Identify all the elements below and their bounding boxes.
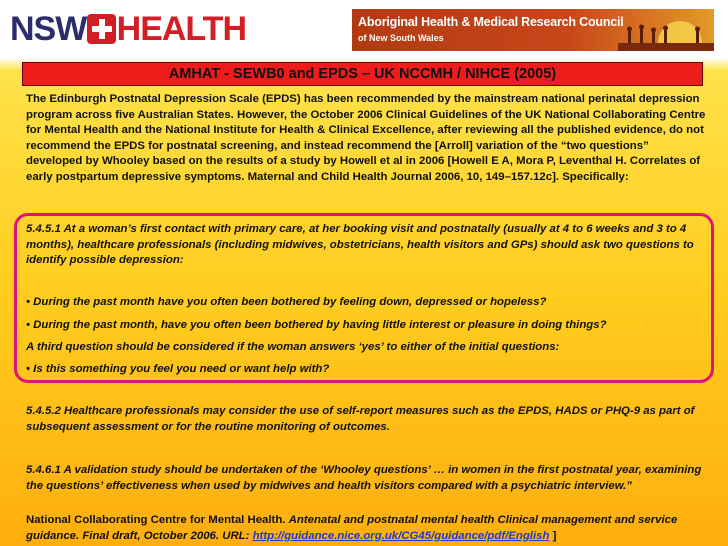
guidance-url-link[interactable]: http://guidance.nice.org.uk/CG45/guidance/pdf/English [252,529,550,542]
ahmrc-logo-title: Aboriginal Health & Medical Research Council [358,15,624,29]
health-logo-text: HEALTH [116,9,246,48]
third-question-intro: A third question should be considered if the woman answers ‘yes’ to either of the initial questions: [26,341,560,353]
recommendation-5451: 5.4.5.1 At a woman’s first contact with primary care, at her booking visit and postnatally (usually at 4 to 6 weeks and 3 to 4 months), healthcare professionals (including midwives, obstetricians, health visitors and GPs) should ask two questions to identify possible depression: [26,223,694,267]
citation-title: Antenatal and postnatal mental health Clinical management and service guidance. Final draft, October 2006. URL: [26,514,678,542]
nsw-health-logo [10,8,246,50]
nsw-logo-text: NSW [10,9,87,48]
question-bullet-3: • Is this something you feel you need or want help with? [26,363,330,375]
citation-close: ] [549,529,557,542]
research-5461: 5.4.6.1 A validation study should be undertaken of the ‘Whooley questions’ … in women in the first postnatal year, examining the questions’ effectiveness when used by midwives and health visitors compared with a psychiatric interview.” [26,464,702,492]
question-bullet-1: • During the past month have you often been bothered by feeling down, depressed or hopeless? [26,296,547,308]
recommendation-5452: 5.4.5.2 Healthcare professionals may consider the use of self-report measures such as the EPDS, HADS or PHQ-9 as part of subsequent assessment or for the routine monitoring of outcomes. [26,405,695,433]
sunset-figures-icon [618,9,714,51]
question-bullet-2: • During the past month, have you often been bothered by having little interest or pleasure in doing things? [26,319,607,331]
ahmrc-logo [352,9,714,51]
slide-title: AMHAT - SEWB0 and EPDS – UK NCCMH / NIHCE (2005) [22,62,703,86]
intro-paragraph: The Edinburgh Postnatal Depression Scale (EPDS) has been recommended by the mainstream national perinatal depression program across five Australian States. However, the October 2006 Clinical Guidelines of the UK National Collaborating Centre for Mental Health and the National Institute for Health & Clinical Excellence, after reviewing all the published evidence, do not recommend the EPDS for postnatal screening, and instead recommend the [Arroll] variation of the “two questions” developed by Whooley based on the results of a study by Howell et al in 2006 [Howell E A, Mora P, Leventhal H. Correlates of early postpartum depressive symptoms. Maternal and Child Health Journal 2006, 10, 149–157.12c]. Specifically: [26,93,706,183]
citation-lead: National Collaborating Centre for Mental Health. [26,514,289,526]
waratah-crest-icon [87,14,115,44]
ahmrc-logo-subtitle: of New South Wales [358,33,444,43]
citation [26,513,706,544]
